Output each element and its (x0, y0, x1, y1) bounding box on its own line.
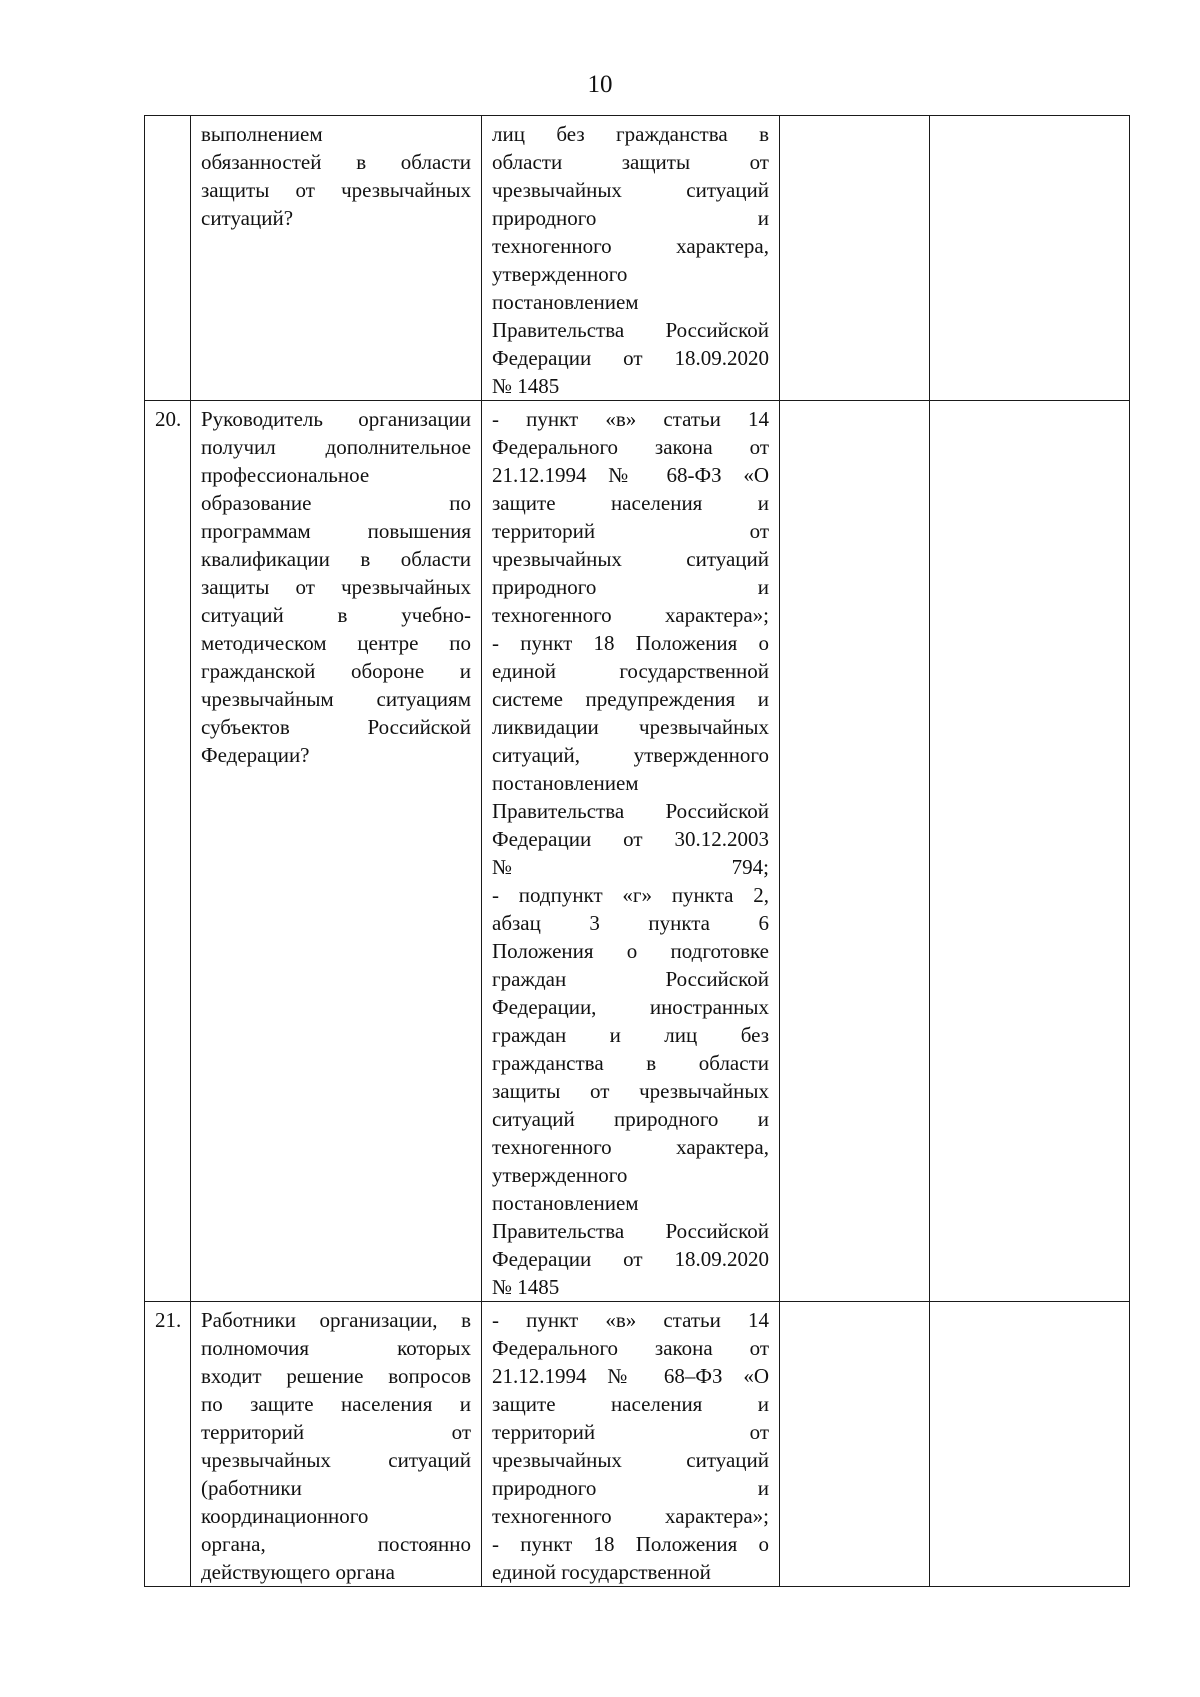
requirements-line: утвержденного (492, 262, 628, 286)
requirements-cell (482, 401, 780, 1302)
question-line: Руководитель организации (201, 407, 471, 431)
note-cell (930, 1302, 1130, 1587)
requirements-line: техногенного характера»; (492, 1504, 769, 1528)
requirements-line: Положения о подготовке (492, 939, 769, 963)
question-line: профессиональное (201, 463, 370, 487)
requirements-line: техногенного характера»; (492, 603, 769, 627)
requirements-line: лиц без гражданства в (492, 122, 769, 146)
requirements-line: № 794; (492, 855, 769, 879)
requirements-line: - пункт 18 Положения о (492, 1532, 769, 1556)
question-line: Работники организации, в (201, 1308, 471, 1332)
requirements-line: территорий от (492, 1420, 769, 1444)
requirements-line: чрезвычайных ситуаций (492, 547, 769, 571)
question-line: получил дополнительное (201, 435, 471, 459)
requirements-line: области защиты от (492, 150, 769, 174)
requirements-line: Федерального закона от (492, 1336, 769, 1360)
requirements-line: № 1485 (492, 1275, 560, 1299)
requirements-line: абзац 3 пункта 6 (492, 911, 769, 935)
requirements-line: природного и (492, 575, 769, 599)
note-cell (930, 116, 1130, 401)
question-line: по защите населения и (201, 1392, 471, 1416)
requirements-line: утвержденного (492, 1163, 628, 1187)
requirements-line: единой государственной (492, 1560, 711, 1584)
requirements-line: защиты от чрезвычайных (492, 1079, 769, 1103)
requirements-line: природного и (492, 1476, 769, 1500)
answer-cell (780, 1302, 930, 1587)
note-cell (930, 401, 1130, 1302)
row-number-cell: 20. (145, 401, 191, 1302)
question-line: субъектов Российской (201, 715, 471, 739)
requirements-line: постановлением (492, 771, 639, 795)
checklist-table (144, 115, 1130, 1587)
answer-cell (780, 401, 930, 1302)
requirements-line: - пункт «в» статьи 14 (492, 407, 769, 431)
requirements-line: ситуаций природного и (492, 1107, 769, 1131)
requirements-line: техногенного характера, (492, 1135, 769, 1159)
requirements-line: № 1485 (492, 374, 560, 398)
checklist-table-body (145, 116, 1130, 1587)
requirements-line: постановлением (492, 290, 639, 314)
question-line: обязанностей в области (201, 150, 471, 174)
requirements-line: Правительства Российской (492, 799, 769, 823)
requirements-cell (482, 116, 780, 401)
requirements-line: техногенного характера, (492, 234, 769, 258)
question-line: действующего органа (201, 1560, 395, 1584)
requirements-line: гражданства в области (492, 1051, 769, 1075)
requirements-line: граждан Российской (492, 967, 769, 991)
requirements-line: единой государственной (492, 659, 769, 683)
requirements-line: Правительства Российской (492, 318, 769, 342)
question-line: защиты от чрезвычайных (201, 178, 471, 202)
requirements-line: природного и (492, 206, 769, 230)
requirements-line: Федерации, иностранных (492, 995, 769, 1019)
requirements-line: Федерации от 30.12.2003 (492, 827, 769, 851)
question-line: координационного (201, 1504, 369, 1528)
table-row (145, 401, 1130, 1302)
requirements-line: территорий от (492, 519, 769, 543)
page-number: 10 (587, 71, 613, 98)
question-line: органа, постоянно (201, 1532, 471, 1556)
question-line: методическом центре по (201, 631, 471, 655)
question-line: полномочия которых (201, 1336, 471, 1360)
requirements-line: защите населения и (492, 1392, 769, 1416)
requirements-line: - пункт 18 Положения о (492, 631, 769, 655)
requirements-line: чрезвычайных ситуаций (492, 178, 769, 202)
question-line: программам повышения (201, 519, 471, 543)
answer-cell (780, 116, 930, 401)
requirements-line: Федерации от 18.09.2020 (492, 346, 769, 370)
requirements-line: постановлением (492, 1191, 639, 1215)
question-line: гражданской обороне и (201, 659, 471, 683)
question-cell (191, 401, 482, 1302)
question-line: Федерации? (201, 743, 310, 767)
requirements-line: ликвидации чрезвычайных (492, 715, 769, 739)
table-row (145, 116, 1130, 401)
question-line: ситуаций? (201, 206, 294, 230)
requirements-line: - подпункт «г» пункта 2, (492, 883, 769, 907)
row-number-cell: 21. (145, 1302, 191, 1587)
question-line: территорий от (201, 1420, 471, 1444)
question-cell (191, 1302, 482, 1587)
requirements-line: Федерального закона от (492, 435, 769, 459)
question-line: квалификации в области (201, 547, 471, 571)
question-line: образование по (201, 491, 471, 515)
requirements-line: ситуаций, утвержденного (492, 743, 769, 767)
requirements-line: - пункт «в» статьи 14 (492, 1308, 769, 1332)
requirements-line: Правительства Российской (492, 1219, 769, 1243)
question-cell (191, 116, 482, 401)
question-line: чрезвычайным ситуациям (201, 687, 471, 711)
requirements-line: защите населения и (492, 491, 769, 515)
question-line: выполнением (201, 122, 323, 146)
question-line: входит решение вопросов (201, 1364, 471, 1388)
requirements-cell (482, 1302, 780, 1587)
table-row (145, 1302, 1130, 1587)
requirements-line: чрезвычайных ситуаций (492, 1448, 769, 1472)
requirements-line: 21.12.1994 № 68–ФЗ «О (492, 1364, 769, 1388)
question-line: защиты от чрезвычайных (201, 575, 471, 599)
question-line: (работники (201, 1476, 302, 1500)
row-number-cell (145, 116, 191, 401)
requirements-line: системе предупреждения и (492, 687, 769, 711)
question-line: чрезвычайных ситуаций (201, 1448, 471, 1472)
question-line: ситуаций в учебно- (201, 603, 471, 627)
requirements-line: 21.12.1994 № 68-ФЗ «О (492, 463, 769, 487)
requirements-line: Федерации от 18.09.2020 (492, 1247, 769, 1271)
requirements-line: граждан и лиц без (492, 1023, 769, 1047)
